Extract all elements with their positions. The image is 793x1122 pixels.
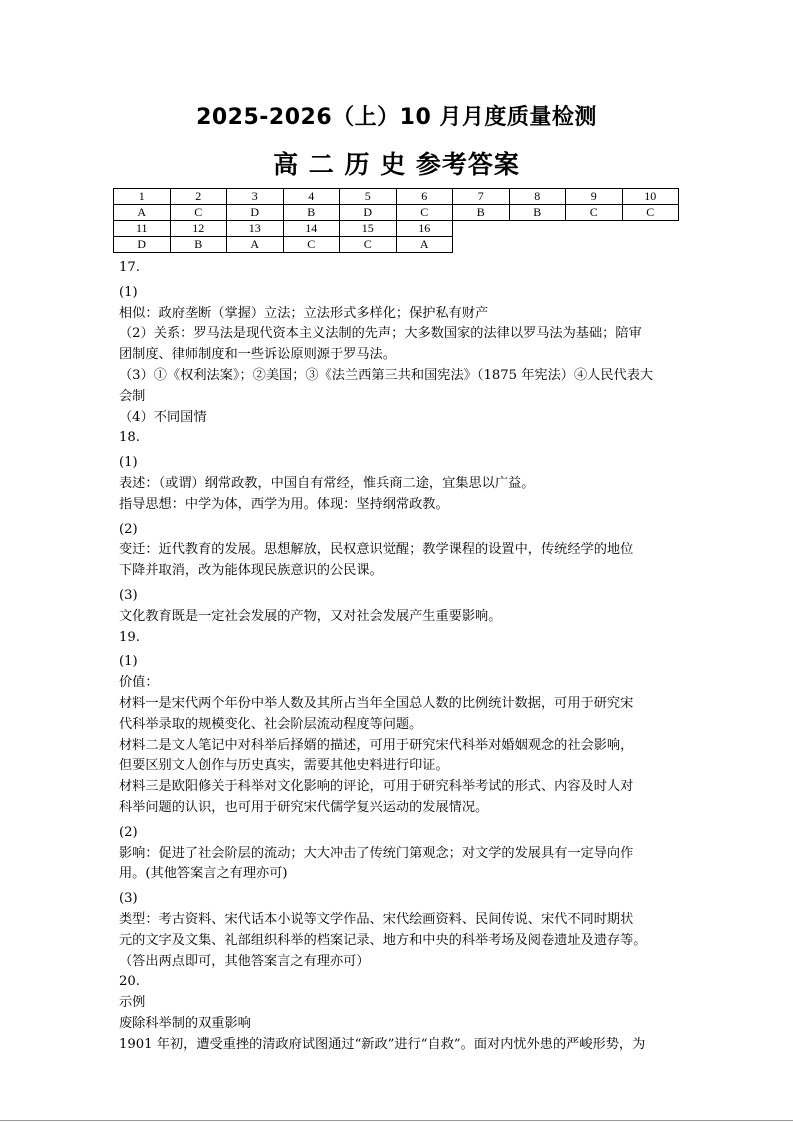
answer-cell: A xyxy=(227,237,284,253)
answer-cell: A xyxy=(114,205,171,221)
question-number-cell: 10 xyxy=(622,189,679,205)
subquestion-label: (2) xyxy=(119,521,138,537)
answer-cell: B xyxy=(170,237,227,253)
answer-line: 文化教育既是一定社会发展的产物，又对社会发展产生重要影响。 xyxy=(119,608,502,624)
answer-line: 影响：促进了社会阶层的流动；大大冲击了传统门第观念；对文学的发展具有一定导向作 xyxy=(119,845,634,861)
question-number-cell: 1 xyxy=(114,189,171,205)
answer-cell: C xyxy=(566,205,623,221)
answer-cell: B xyxy=(509,205,566,221)
answer-cell: D xyxy=(340,205,397,221)
page-divider xyxy=(0,1120,793,1121)
answer-content xyxy=(119,258,684,1055)
question-number-cell: 11 xyxy=(114,221,171,237)
answer-cell: C xyxy=(622,205,679,221)
subquestion-label: (1) xyxy=(119,654,138,670)
table-row xyxy=(114,189,679,205)
table-row xyxy=(114,205,679,221)
answer-line: 下降并取消，改为能体现民族意识的公民课。 xyxy=(119,563,383,579)
answer-key-title: 高 二 历 史 参考答案 xyxy=(273,150,520,179)
answer-line: 用。(其他答案言之有理亦可) xyxy=(119,866,288,882)
question-number-cell: 2 xyxy=(170,189,227,205)
answer-table xyxy=(113,188,679,253)
question-number-cell: 9 xyxy=(566,189,623,205)
question-number-cell: 7 xyxy=(453,189,510,205)
answer-cell: C xyxy=(170,205,227,221)
answer-line: 相似：政府垄断（掌握）立法；立法形式多样化；保护私有财产 xyxy=(119,305,489,321)
table-row xyxy=(114,221,679,237)
answer-cell: C xyxy=(340,237,397,253)
question-number-cell: 6 xyxy=(396,189,453,205)
question-number-cell: 16 xyxy=(396,221,453,237)
answer-line: 价值： xyxy=(119,675,159,691)
blank-cell xyxy=(453,221,679,237)
answer-cell: B xyxy=(453,205,510,221)
answer-line: 会制 xyxy=(119,388,146,404)
question-number-cell: 3 xyxy=(227,189,284,205)
answer-cell: C xyxy=(283,237,340,253)
answer-line: （2）关系：罗马法是现代资本主义法制的先声；大多数国家的法律以罗马法为基础；陪审 xyxy=(119,326,642,342)
answer-line: 但要区别文人创作与历史真实，需要其他史料进行印证。 xyxy=(119,758,449,774)
question-number: 20. xyxy=(119,974,140,990)
exam-title: 2025-2026（上）10 月月度质量检测 xyxy=(196,105,597,130)
blank-cell xyxy=(453,237,679,253)
answer-cell: C xyxy=(396,205,453,221)
question-number-cell: 12 xyxy=(170,221,227,237)
answer-line: （答出两点即可，其他答案言之有理亦可） xyxy=(119,953,370,969)
answer-line: 代科举录取的规模变化、社会阶层流动程度等问题。 xyxy=(119,716,423,732)
question-number-cell: 8 xyxy=(509,189,566,205)
answer-line: 变迁：近代教育的发展。思想解放，民权意识觉醒；教学课程的设置中，传统经学的地位 xyxy=(119,542,634,558)
subquestion-label: (3) xyxy=(119,587,138,603)
subquestion-label: (1) xyxy=(119,284,138,300)
question-number-cell: 15 xyxy=(340,221,397,237)
answer-cell: A xyxy=(396,237,453,253)
answer-line: 元的文字及文集、礼部组织科举的档案记录、地方和中央的科举考场及阅卷遗址及遗存等。 xyxy=(119,932,647,948)
table-row xyxy=(114,237,679,253)
question-number: 19. xyxy=(119,629,140,645)
answer-line: 指导思想：中学为体，西学为用。体现：坚持纲常政教。 xyxy=(119,496,449,512)
answer-line: 废除科举制的双重影响 xyxy=(119,1015,251,1031)
answer-line: 示例 xyxy=(119,995,146,1011)
answer-line: 1901 年初，遭受重挫的清政府试图通过“新政”进行“自救”。面对内忧外患的严峻形势，为 xyxy=(119,1036,646,1052)
answer-cell: D xyxy=(227,205,284,221)
question-number: 17. xyxy=(119,260,140,275)
question-number: 18. xyxy=(119,430,140,446)
answer-cell: B xyxy=(283,205,340,221)
answer-line: 材料三是欧阳修关于科举对文化影响的评论，可用于研究科举考试的形式、内容及时人对 xyxy=(119,779,634,795)
answer-line: 类型：考古资料、宋代话本小说等文学作品、宋代绘画资料、民间传说、宋代不同时期状 xyxy=(119,911,634,927)
answer-line: （3）①《权利法案》；②美国；③《法兰西第三共和国宪法》（1875 年宪法）④人民代表大 xyxy=(119,367,654,383)
answer-line: （4）不同国情 xyxy=(119,409,207,425)
subquestion-label: (2) xyxy=(119,824,138,840)
question-number-cell: 5 xyxy=(340,189,397,205)
question-number-cell: 4 xyxy=(283,189,340,205)
answer-line: 材料二是文人笔记中对科举后择婿的描述，可用于研究宋代科举对婚姻观念的社会影响， xyxy=(119,737,634,753)
answer-cell: D xyxy=(114,237,171,253)
question-number-cell: 13 xyxy=(227,221,284,237)
answer-line: 表述：（或谓）纲常政教，中国自有常经，惟兵商二途，宜集思以广益。 xyxy=(119,475,535,491)
subquestion-label: (3) xyxy=(119,891,138,907)
question-number-cell: 14 xyxy=(283,221,340,237)
answer-line: 材料一是宋代两个年份中举人数及其所占当年全国总人数的比例统计数据，可用于研究宋 xyxy=(119,695,634,711)
answer-line: 团制度、律师制度和一些诉讼原则源于罗马法。 xyxy=(119,347,396,363)
subquestion-label: (1) xyxy=(119,455,138,471)
answer-line: 科举问题的认识，也可用于研究宋代儒学复兴运动的发展情况。 xyxy=(119,799,489,815)
